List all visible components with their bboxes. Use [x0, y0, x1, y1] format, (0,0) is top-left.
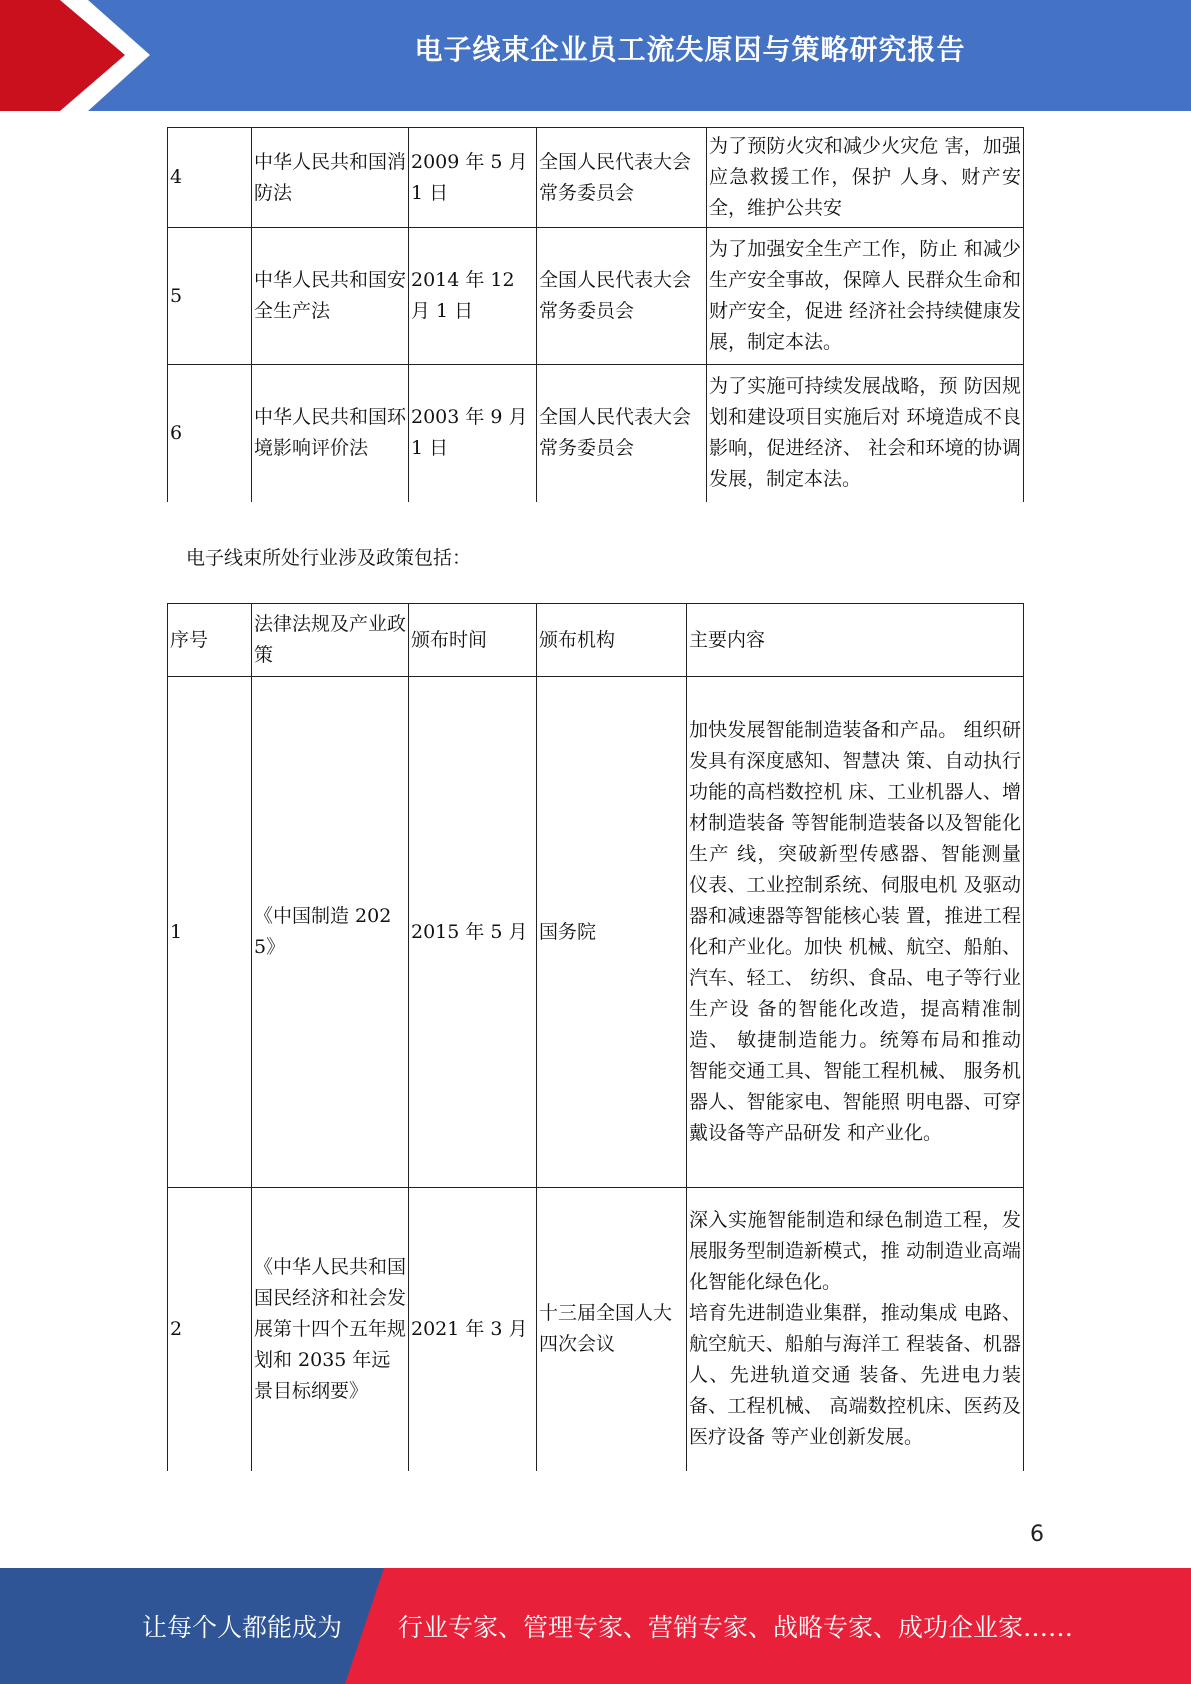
issue-date: 2015 年 5 月 [409, 677, 537, 1188]
report-title: 电子线束企业员工流失原因与策略研究报告 [414, 33, 966, 66]
header-date: 颁布时间 [409, 604, 537, 677]
industry-policy-table [167, 603, 1024, 1471]
table-row [168, 365, 1024, 502]
issuing-body: 全国人民代表大会常务委员会 [537, 365, 707, 502]
issuing-body: 十三届全国人大四次会议 [537, 1188, 687, 1471]
row-number: 4 [168, 128, 252, 228]
issuing-body: 全国人民代表大会常务委员会 [537, 128, 707, 228]
table-row [168, 677, 1024, 1188]
page-footer [0, 1568, 1191, 1684]
intro-paragraph: 电子线束所处行业涉及政策包括： [186, 547, 472, 569]
footer-slogan-left: 让每个人都能成为 [142, 1613, 343, 1642]
main-content: 为了预防火灾和减少火灾危 害，加强应急救援工作，保护 人身、财产安全，维护公共安 [707, 128, 1024, 228]
law-name: 中华人民共和国环境影响评价法 [252, 365, 409, 502]
law-name: 《中国制造 2025》 [252, 677, 409, 1188]
header-no: 序号 [168, 604, 252, 677]
regulation-table-continued [167, 127, 1024, 502]
header-name: 法律法规及产业政策 [252, 604, 409, 677]
main-content: 为了实施可持续发展战略，预 防因规划和建设项目实施后对 环境造成不良影响，促进经济、 社会和环境的协调发展，制定本法。 [707, 365, 1024, 502]
issue-date: 2014 年 12 月 1 日 [409, 228, 537, 365]
main-content: 加快发展智能制造装备和产品。 组织研发具有深度感知、智慧决 策、自动执行功能的高档数控机 床、工业机器人、增材制造装备 等智能制造装备以及智能化生产 线，突破新型传感器、智能测量 仪表、工业控制系统、伺服电机 及驱动器和减速器等智能核心装 置，推进工程化和产业化。加快 机械、航空、船舶、汽车、轻工、 纺织、食品、电子等行业生产设 备的智能化改造，提高精准制造、 敏捷制造能力。统筹布局和推动 智能交通工具、智能工程机械、 服务机器人、智能家电、智能照 明电器、可穿戴设备等产品研发 和产业化。 [687, 677, 1024, 1188]
main-content: 为了加强安全生产工作，防止 和减少生产安全事故，保障人 民群众生命和财产安全，促进 经济社会持续健康发展，制定本法。 [707, 228, 1024, 365]
table-row [168, 1188, 1024, 1471]
issuing-body: 全国人民代表大会常务委员会 [537, 228, 707, 365]
row-number: 1 [168, 677, 252, 1188]
issue-date: 2003 年 9 月 1 日 [409, 365, 537, 502]
law-name: 中华人民共和国安全生产法 [252, 228, 409, 365]
table-row [168, 228, 1024, 365]
table-header-row [168, 604, 1024, 677]
footer-slogan-right: 行业专家、管理专家、营销专家、战略专家、成功企业家…… [398, 1613, 1074, 1642]
issue-date: 2009 年 5 月 1 日 [409, 128, 537, 228]
row-number: 6 [168, 365, 252, 502]
page-number: 6 [1030, 1522, 1044, 1547]
law-name: 中华人民共和国消防法 [252, 128, 409, 228]
content-paragraph: 深入实施智能制造和绿色制造工程，发展服务型制造新模式，推 动制造业高端化智能化绿色化。 [689, 1209, 1021, 1294]
header-content: 主要内容 [687, 604, 1024, 677]
issuing-body: 国务院 [537, 677, 687, 1188]
issue-date: 2021 年 3 月 [409, 1188, 537, 1471]
row-number: 2 [168, 1188, 252, 1471]
law-name: 《中华人民共和国国民经济和社会发展第十四个五年规划和 2035 年远景目标纲要》 [252, 1188, 409, 1471]
table-row [168, 128, 1024, 228]
header-org: 颁布机构 [537, 604, 687, 677]
row-number: 5 [168, 228, 252, 365]
content-paragraph: 培育先进制造业集群，推动集成 电路、航空航天、船舶与海洋工 程装备、机器人、先进轨道交通 装备、先进电力装备、工程机械、 高端数控机床、医药及医疗设备 等产业创新发展。 [689, 1302, 1021, 1449]
main-content [687, 1188, 1024, 1471]
page-header [0, 0, 1191, 111]
